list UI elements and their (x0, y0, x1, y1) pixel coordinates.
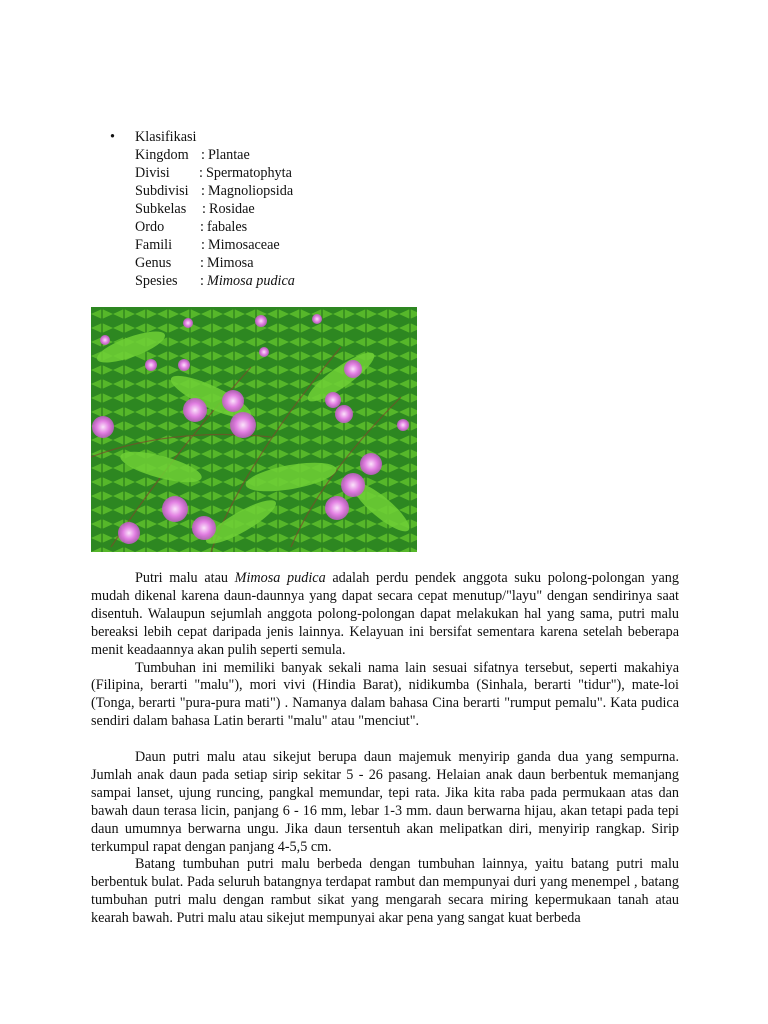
taxonomy-separator: : (201, 147, 205, 163)
taxonomy-value: Rosidae (209, 201, 255, 217)
taxonomy-value: Magnoliopsida (208, 183, 294, 199)
paragraph-lead: Putri malu atau (135, 570, 235, 586)
plant-illustration (91, 307, 417, 552)
paragraph-rest: adalah perdu pendek anggota suku polong-polongan yang mudah dikenal karena daun-daunnya yang dapat secara cepat menutup/"layu" dengan sendirinya saat disentuh. Walaupun sejumlah anggota polong-polongan dapat melakukan hal yang sama, putri malu bereaksi lebih cepat daripada jenis lainnya. Kelayuan ini bersifat sementara karena setelah beberapa menit keadaannya akan pulih seperti semula. (91, 570, 679, 658)
taxonomy-separator: : (202, 201, 206, 217)
bullet-marker: • (110, 129, 115, 145)
taxonomy-separator: : (200, 219, 204, 235)
species-name: Mimosa pudica (234, 570, 326, 586)
taxonomy-rank: Divisi (135, 165, 170, 181)
classification-heading-text: Klasifikasi (135, 129, 197, 145)
taxonomy-value: fabales (207, 219, 248, 235)
taxonomy-rank: Spesies (135, 273, 178, 289)
paragraph: Batang tumbuhan putri malu berbeda dengan tumbuhan lainnya, yaitu batang putri malu berbentuk bulat. Pada seluruh batangnya terdapat rambut dan mempunyai duri yang menempel , batang tumbuhan putri malu dengan rambut sikat yang mengarah secara miring kepermukaan tanah atau kearah bawah. Putri malu atau sikejut mempunyai akar pena yang sangat kuat berbeda (91, 856, 679, 927)
taxonomy-rank: Kingdom (135, 147, 189, 163)
paragraph: Tumbuhan ini memiliki banyak sekali nama lain sesuai sifatnya tersebut, seperti makahiya (Filipina, berarti "malu"), mori vivi (Hindia Barat), nidikumba (Sinhala, berarti "tidur"), mate-loi (Tonga, berarti "pura-pura mati") . Namanya dalam bahasa Cina berarti "rumput pemalu". Kata pudica sendiri dalam bahasa Latin berarti "malu" atau "menciut". (91, 659, 679, 730)
taxonomy-value: Mimosaceae (208, 237, 280, 253)
taxonomy-separator: : (200, 255, 204, 271)
taxonomy-separator: : (199, 165, 203, 181)
classification-heading (110, 128, 196, 146)
taxonomy-rank: Subdivisi (135, 183, 189, 199)
taxonomy-value: Plantae (208, 147, 250, 163)
paragraph: Daun putri malu atau sikejut berupa daun majemuk menyirip ganda dua yang sempurna. Jumlah anak daun pada setiap sirip sekitar 5 - 26 pasang. Helaian anak daun berbentuk memanjang sampai lanset, ujung runcing, pangkal memundar, tepi rata. Jika kita raba pada permukaan atas dan bawah daun terasa licin, panjang 6 - 16 mm, lebar 1-3 mm. daun berwarna hijau, akan tetapi pada tepi daun umumnya berwarna ungu. Jika daun tersentuh akan melipatkan diri, menyirip rangkap. Sirip terkumpul rapat dengan panjang 4-5,5 cm. (91, 749, 679, 855)
taxonomy-separator: : (201, 237, 205, 253)
taxonomy-value: Mimosa (207, 255, 254, 271)
taxonomy-rank: Famili (135, 237, 173, 253)
article-body (91, 570, 679, 928)
taxonomy-rank: Subkelas (135, 201, 187, 217)
mimosa-pudica-photo (91, 307, 417, 552)
paragraph (91, 570, 679, 660)
taxonomy-rank: Genus (135, 255, 172, 271)
taxonomy-value: Mimosa pudica (207, 273, 295, 289)
taxonomy-rank: Ordo (135, 219, 165, 235)
taxonomy-value: Spermatophyta (206, 165, 292, 181)
taxonomy-separator: : (200, 273, 204, 289)
taxonomy-separator: : (201, 183, 205, 199)
